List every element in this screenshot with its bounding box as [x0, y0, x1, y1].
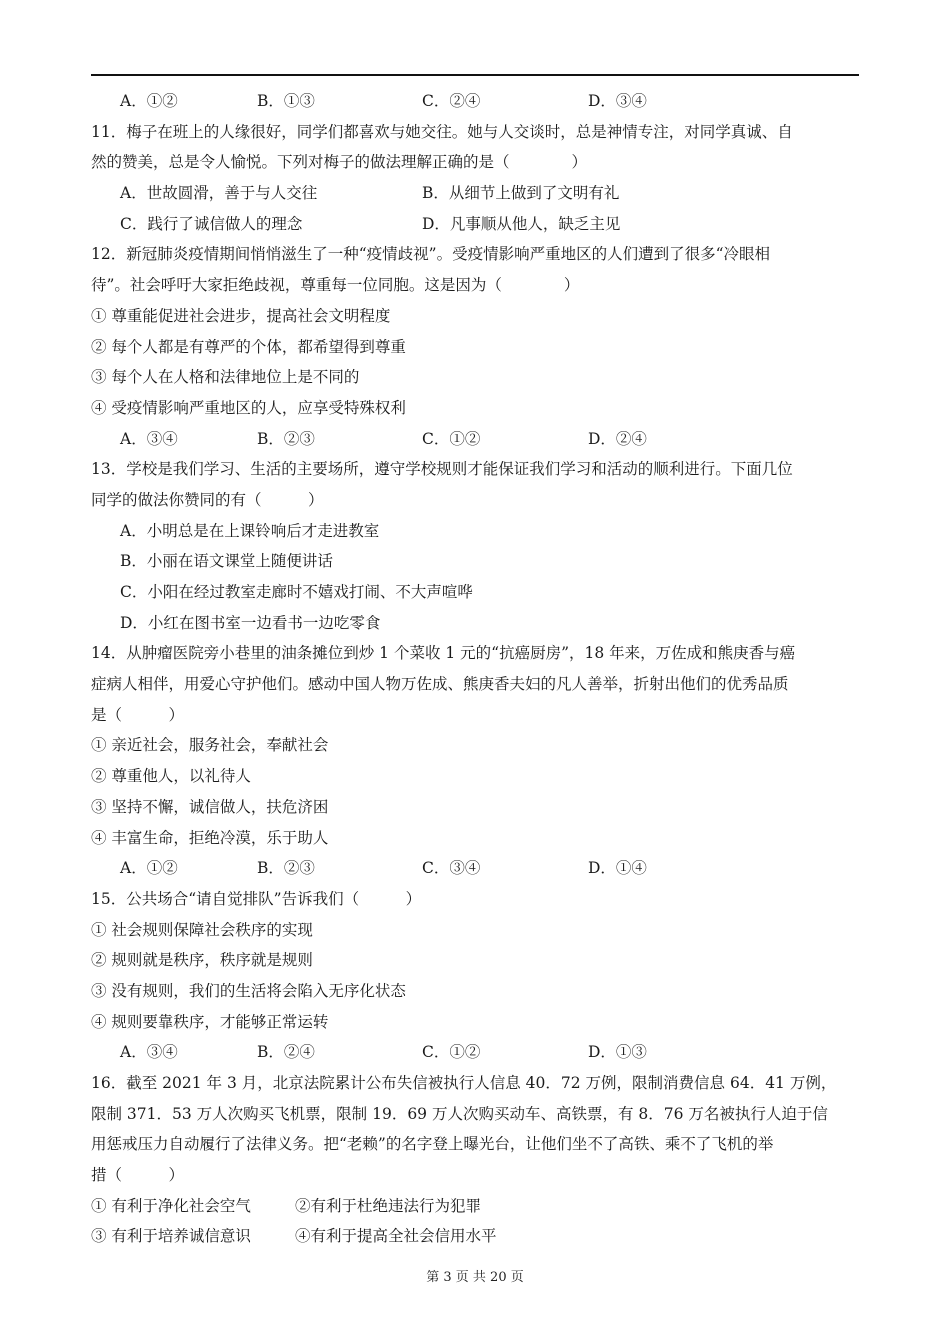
q12-options: [91, 424, 859, 455]
q11-option-b[interactable]: B．从细节上做到了文明有礼: [422, 184, 620, 203]
q10-option-b[interactable]: B．①③: [257, 92, 315, 110]
q15-option-b[interactable]: B．②④: [257, 1043, 315, 1062]
q15-stem-line: 15．公共场合“请自觉排队”告诉我们（ ）: [91, 889, 422, 908]
q12-statement-4: ④ 受疫情影响严重地区的人，应享受特殊权利: [91, 398, 406, 417]
q16-stem-line: 措（ ）: [91, 1166, 185, 1185]
q11-stem-line: 然的赞美，总是令人愉悦。下列对梅子的做法理解正确的是（ ）: [91, 153, 588, 172]
q14-statement-4: ④ 丰富生命，拒绝冷漠，乐于助人: [91, 828, 329, 847]
q14-option-d[interactable]: D．①④: [588, 859, 647, 878]
q16-stem-line: 限制 371．53 万人次购买飞机票，限制 19．69 万人次购买动车、高铁票，有 8．76 万名被执行人迫于信: [91, 1104, 828, 1123]
q15-statement-4: ④ 规则要靠秩序，才能够正常运转: [91, 1012, 329, 1031]
q15-options: [91, 1037, 859, 1068]
q16-statements-row: [91, 1221, 859, 1252]
q13-option-c[interactable]: C．小阳在经过教室走廊时不嬉戏打闹、不大声喧哗: [120, 583, 473, 601]
q15-option-c[interactable]: C．①②: [422, 1043, 481, 1062]
q10-option-a[interactable]: A．①②: [120, 92, 178, 110]
header-rule: [91, 74, 859, 76]
q13-stem-line: 同学的做法你赞同的有（ ）: [91, 490, 324, 509]
q16-statements-row: [91, 1191, 859, 1222]
q13-option-d[interactable]: D．小红在图书室一边看书一边吃零食: [120, 613, 381, 632]
q15-statement-2: ② 规则就是秩序，秩序就是规则: [91, 951, 313, 970]
q15-statement-3: ③ 没有规则，我们的生活将会陷入无序化状态: [91, 981, 406, 1000]
q11-options-row: [91, 209, 859, 240]
q13-option-a[interactable]: A．小明总是在上课铃响后才走进教室: [120, 521, 380, 540]
q14-option-c[interactable]: C．③④: [422, 859, 481, 878]
q14-statement-2: ② 尊重他人，以礼待人: [91, 767, 251, 786]
q13-option-b[interactable]: B．小丽在语文课堂上随便讲话: [120, 552, 333, 571]
q11-option-a[interactable]: A．世故圆滑，善于与人交往: [120, 184, 318, 203]
q10-options: [91, 86, 859, 117]
q12-option-a[interactable]: A．③④: [120, 429, 178, 448]
q14-option-b[interactable]: B．②③: [257, 859, 315, 878]
q15-statement-1: ① 社会规则保障社会秩序的实现: [91, 920, 313, 939]
q16-statement-3: ③ 有利于培养诚信意识: [91, 1227, 251, 1246]
q10-option-c[interactable]: C．②④: [422, 92, 481, 110]
q15-option-a[interactable]: A．③④: [120, 1043, 178, 1062]
q15-option-d[interactable]: D．①③: [588, 1043, 647, 1062]
q11-options-row: [91, 178, 859, 209]
q14-stem-line: 14．从肿瘤医院旁小巷里的油条摊位到炒 1 个菜收 1 元的“抗癌厨房”，18 年来，万佐成和熊庚香与癌: [91, 644, 796, 663]
q16-statement-2: ②有利于杜绝违法行为犯罪: [295, 1196, 482, 1215]
q16-stem-line: 用惩戒压力自动履行了法律义务。把“老赖”的名字登上曝光台，让他们坐不了高铁、乘不了飞机的举: [91, 1135, 774, 1154]
q11-stem-line: 11．梅子在班上的人缘很好，同学们都喜欢与她交往。她与人交谈时，总是神情专注，对同学真诚、自: [91, 122, 793, 141]
q10-option-d[interactable]: D．③④: [588, 92, 647, 110]
q12-statement-3: ③ 每个人在人格和法律地位上是不同的: [91, 368, 360, 387]
q16-statement-4: ④有利于提高全社会信用水平: [295, 1227, 497, 1246]
q12-stem-line: 待”。社会呼吁大家拒绝歧视，尊重每一位同胞。这是因为（ ）: [91, 276, 580, 295]
q12-stem-line: 12．新冠肺炎疫情期间悄悄滋生了一种“疫情歧视”。受疫情影响严重地区的人们遭到了很多“冷眼相: [91, 245, 770, 264]
q14-stem-line: 症病人相伴，用爱心守护他们。感动中国人物万佐成、熊庚香夫妇的凡人善举，折射出他们的优秀品质: [91, 675, 789, 694]
page-content: [91, 86, 859, 1252]
q12-option-d[interactable]: D．②④: [588, 429, 647, 448]
q12-option-b[interactable]: B．②③: [257, 429, 315, 448]
q14-options: [91, 853, 859, 884]
q12-statement-1: ① 尊重能促进社会进步，提高社会文明程度: [91, 306, 391, 325]
page-footer: 第 3 页 共 20 页: [426, 1270, 524, 1285]
q12-statement-2: ② 每个人都是有尊严的个体，都希望得到尊重: [91, 337, 406, 356]
q14-option-a[interactable]: A．①②: [120, 859, 178, 878]
q14-stem-line: 是（ ）: [91, 705, 185, 724]
q13-stem-line: 13．学校是我们学习、生活的主要场所，遵守学校规则才能保证我们学习和活动的顺利进行。下面几位: [91, 460, 793, 479]
q14-statement-1: ① 亲近社会，服务社会，奉献社会: [91, 736, 329, 755]
q11-option-c[interactable]: C．践行了诚信做人的理念: [120, 214, 303, 233]
q11-option-d[interactable]: D．凡事顺从他人，缺乏主见: [422, 214, 621, 233]
q14-statement-3: ③ 坚持不懈，诚信做人，扶危济困: [91, 797, 329, 816]
q12-option-c[interactable]: C．①②: [422, 429, 481, 448]
q16-stem-line: 16．截至 2021 年 3 月，北京法院累计公布失信被执行人信息 40．72 万例，限制消费信息 64．41 万例，: [91, 1074, 837, 1092]
q16-statement-1: ① 有利于净化社会空气: [91, 1196, 251, 1215]
